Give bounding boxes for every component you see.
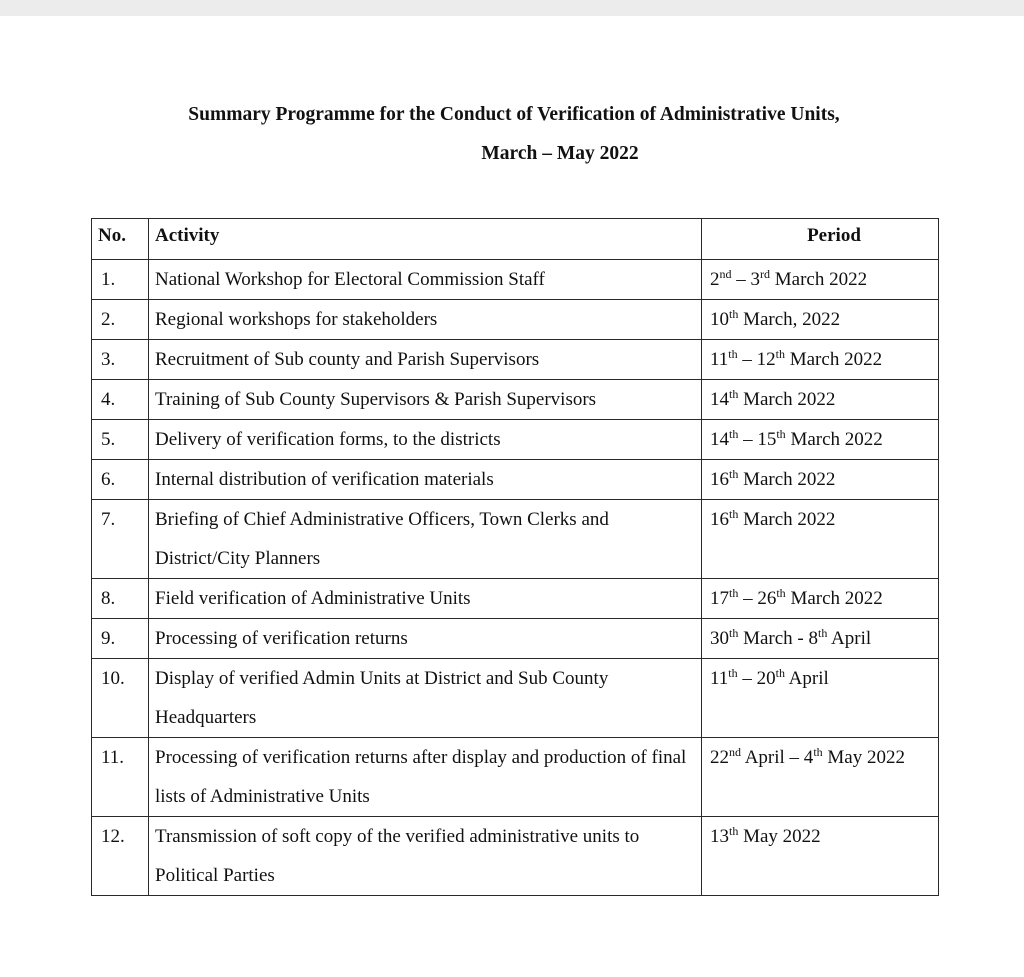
period-text: 11 xyxy=(710,668,729,689)
programme-table xyxy=(91,218,939,896)
table-row xyxy=(92,579,939,619)
period-text: 16 xyxy=(710,509,729,530)
period-text: 2 xyxy=(710,269,720,290)
period-ordinal-suffix: th xyxy=(729,824,739,838)
period-ordinal-suffix: th xyxy=(729,626,739,640)
period-ordinal-suffix: th xyxy=(728,347,738,361)
period-ordinal-suffix: th xyxy=(729,427,739,441)
row-activity: Regional workshops for stakeholders xyxy=(149,300,702,340)
period-text: April xyxy=(827,628,872,649)
row-period xyxy=(702,460,939,500)
period-ordinal-suffix: th xyxy=(776,586,786,600)
period-ordinal-suffix: th xyxy=(775,347,785,361)
period-text: – 3 xyxy=(731,269,760,290)
row-activity: Delivery of verification forms, to the districts xyxy=(149,420,702,460)
row-period xyxy=(702,738,939,817)
period-text: May 2022 xyxy=(822,747,905,768)
period-text: 22 xyxy=(710,747,729,768)
row-number: 5. xyxy=(92,420,149,460)
header-activity: Activity xyxy=(149,219,702,260)
period-text: 11 xyxy=(710,349,729,370)
row-number: 2. xyxy=(92,300,149,340)
period-text: 14 xyxy=(710,389,729,410)
period-ordinal-suffix: th xyxy=(729,507,739,521)
row-number: 9. xyxy=(92,619,149,659)
period-ordinal-suffix: th xyxy=(729,387,739,401)
row-number: 6. xyxy=(92,460,149,500)
row-number: 11. xyxy=(92,738,149,817)
table-row xyxy=(92,380,939,420)
row-activity: Processing of verification returns xyxy=(149,619,702,659)
period-text: March 2022 xyxy=(784,349,883,370)
row-activity: Processing of verification returns after display and production of final lists of Administrative Units xyxy=(149,738,702,817)
table-row xyxy=(92,738,939,817)
period-text: March - 8 xyxy=(738,628,819,649)
row-activity: Display of verified Admin Units at District and Sub County Headquarters xyxy=(149,659,702,738)
row-period xyxy=(702,380,939,420)
period-text: – 12 xyxy=(737,349,776,370)
header-row xyxy=(92,219,939,260)
period-text: March 2022 xyxy=(785,588,883,609)
row-period xyxy=(702,579,939,619)
period-ordinal-suffix: th xyxy=(729,586,739,600)
period-text: 17 xyxy=(710,588,729,609)
row-number: 4. xyxy=(92,380,149,420)
row-activity: Briefing of Chief Administrative Officers, Town Clerks and District/City Planners xyxy=(149,500,702,579)
row-activity: Transmission of soft copy of the verified administrative units to Political Parties xyxy=(149,817,702,896)
row-activity: Field verification of Administrative Units xyxy=(149,579,702,619)
period-text: – 26 xyxy=(738,588,777,609)
period-text: 13 xyxy=(710,826,729,847)
period-ordinal-suffix: rd xyxy=(760,267,770,281)
period-ordinal-suffix: th xyxy=(776,427,786,441)
row-period xyxy=(702,340,939,380)
table-row xyxy=(92,659,939,738)
period-text: April xyxy=(784,668,829,689)
row-activity: Recruitment of Sub county and Parish Supervisors xyxy=(149,340,702,380)
table-row xyxy=(92,260,939,300)
period-text: March, 2022 xyxy=(738,309,841,330)
row-number: 1. xyxy=(92,260,149,300)
row-period xyxy=(702,500,939,579)
period-text: – 20 xyxy=(737,668,776,689)
row-activity: Internal distribution of verification materials xyxy=(149,460,702,500)
table-row xyxy=(92,619,939,659)
table-row xyxy=(92,420,939,460)
row-period xyxy=(702,300,939,340)
row-period xyxy=(702,659,939,738)
row-number: 8. xyxy=(92,579,149,619)
period-ordinal-suffix: th xyxy=(728,666,738,680)
document-title: Summary Programme for the Conduct of Verification of Administrative Units, xyxy=(188,104,840,125)
top-bar xyxy=(0,0,1024,16)
row-number: 7. xyxy=(92,500,149,579)
table-row xyxy=(92,500,939,579)
period-text: April – 4 xyxy=(741,747,814,768)
period-ordinal-suffix: th xyxy=(729,307,739,321)
period-text: March 2022 xyxy=(785,429,883,450)
row-activity: Training of Sub County Supervisors & Parish Supervisors xyxy=(149,380,702,420)
period-ordinal-suffix: nd xyxy=(729,745,741,759)
header-no: No. xyxy=(92,219,149,260)
period-text: March 2022 xyxy=(770,269,868,290)
period-text: 10 xyxy=(710,309,729,330)
period-text: May 2022 xyxy=(738,826,821,847)
period-text: March 2022 xyxy=(738,389,836,410)
document-subtitle: March – May 2022 xyxy=(481,143,639,164)
table-row xyxy=(92,300,939,340)
row-number: 12. xyxy=(92,817,149,896)
period-text: 14 xyxy=(710,429,729,450)
period-text: March 2022 xyxy=(738,469,836,490)
period-text: 16 xyxy=(710,469,729,490)
table-row xyxy=(92,340,939,380)
period-ordinal-suffix: th xyxy=(729,467,739,481)
row-period xyxy=(702,817,939,896)
period-ordinal-suffix: nd xyxy=(719,267,732,281)
row-period xyxy=(702,420,939,460)
period-ordinal-suffix: th xyxy=(775,666,785,680)
row-number: 3. xyxy=(92,340,149,380)
row-period xyxy=(702,619,939,659)
period-text: March 2022 xyxy=(738,509,836,530)
period-ordinal-suffix: th xyxy=(818,626,828,640)
period-text: – 15 xyxy=(738,429,777,450)
period-text: 30 xyxy=(710,628,729,649)
period-ordinal-suffix: th xyxy=(813,745,823,759)
row-activity: National Workshop for Electoral Commission Staff xyxy=(149,260,702,300)
table-row xyxy=(92,460,939,500)
table-row xyxy=(92,817,939,896)
row-period xyxy=(702,260,939,300)
row-number: 10. xyxy=(92,659,149,738)
header-period: Period xyxy=(702,219,939,260)
